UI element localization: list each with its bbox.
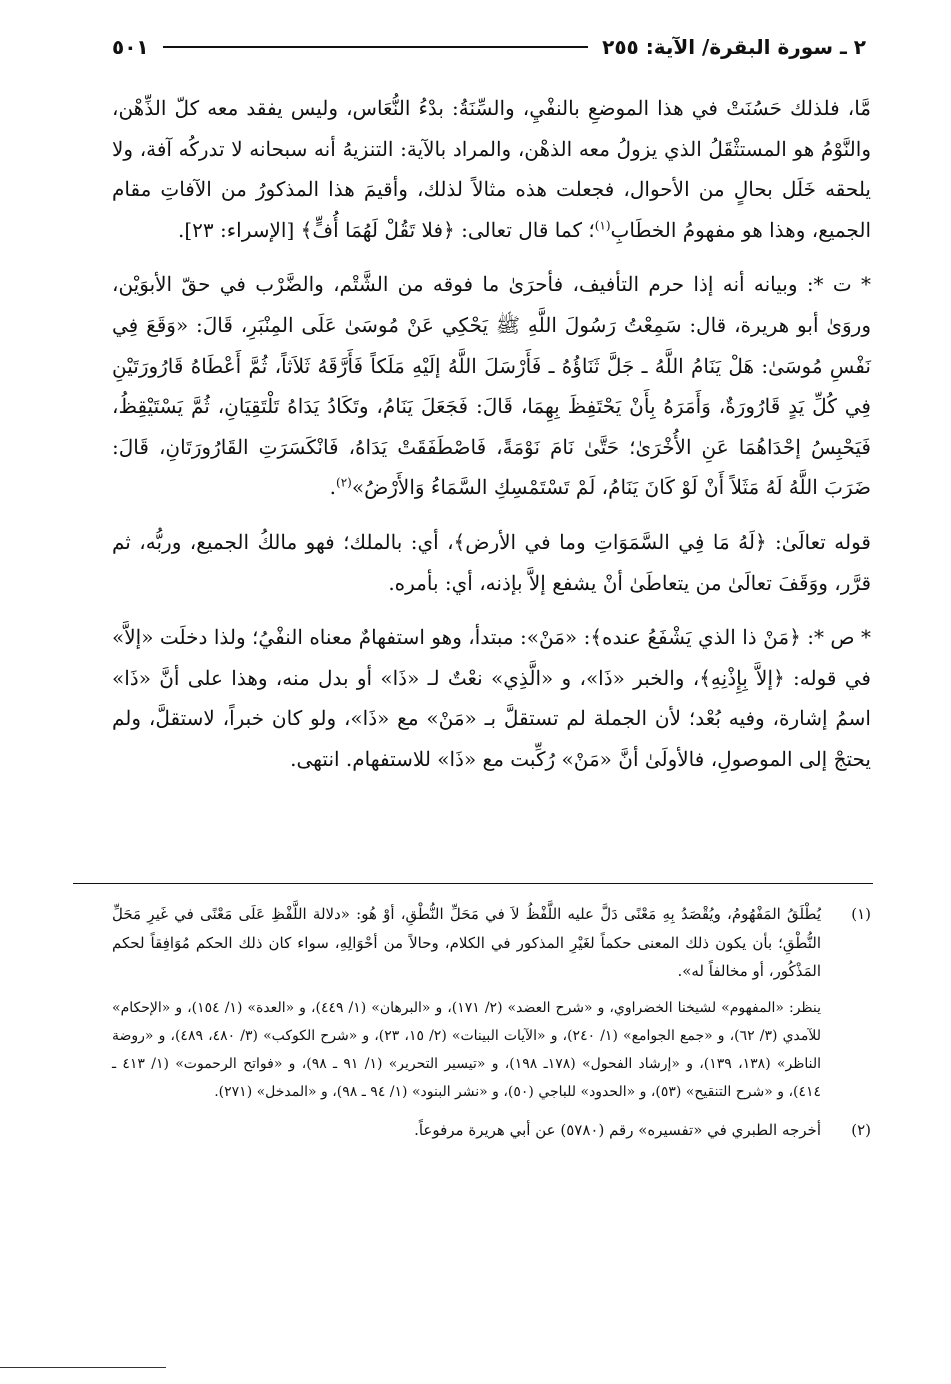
footnote-ref-2[interactable]: (٢) <box>336 475 352 490</box>
footnote-2-number: (٢) <box>851 1120 871 1139</box>
footnote-divider <box>73 883 873 884</box>
footnote-1-references: ينظر: «المفهوم» لشيخنا الخضراوي، و «شرح العضد» (٢/ ١٧١)، و «البرهان» (١/ ٤٤٩)، و «العدة» (١/ ١٥٤)، و «الإحكام» للآمدي (٣/ ٦٢)، و «جمع الجوامع» (١/ ٢٤٠)، و «الآيات البينات» (٢/ ١٥، ٢٣)، و «شرح الكوكب» (٣/ ٤٨٠، ٤٨٩)، و «روضة الناظر» (١٣٨، ١٣٩)، و «إرشاد الفحول» (١٧٨ـ ١٩٨)، و «تيسير التحرير» (١/ ٩١ ـ ٩٨)، و «فواتح الرحموت» (١/ ٤١٣ ـ ٤١٤)، و «شرح التنقيح» (٥٣)، و «الحدود» للباجي (٥٠)، و «نشر البنود» (١/ ٩٤ ـ ٩٨)، و «المدخل» (٢٧١). <box>112 999 822 1100</box>
running-header <box>112 30 866 64</box>
footnote-1-number: (١) <box>851 905 871 923</box>
bottom-rule <box>0 1367 166 1368</box>
footnote-1-text: يُطْلَقُ المَفْهُومُ، ويُقْصَدُ بِهِ مَعْنًى دَلَّ عليه اللَّفْظُ لاَ في مَحَلِّ النُّطْقِ، أوْ هُو: «دلالة اللَّفْظِ عَلَى مَعْنًى في غَيرِ مَحَلِّ النُّطْقِ؛ بأن يكون ذلك المعنى حكماً لغَيْرِ المذكور في الكلام، وحالاً من أحْوَالِهِ، سواء كان ذلك الحكم مُوَافِقاً لحكم المَذْكُور، أو مخالفاً له». <box>112 905 821 980</box>
footnotes <box>112 900 871 1152</box>
paragraph-1-text: مَّا، فلذلك حَسُنَتْ في هذا الموضعِ بالنفْيِ، والسِّنَةُ: بدْءُ النُّعَاس، وليس يفقد معه كلّ الذِّهْن، والنَّوْمُ هو المستثْقَلُ الذي يزولُ معه الذهْن، والمراد بالآية: التنزيهُ أنه سبحانه لا تدركُه آفة، ولا يلحقه خَلَل بحالٍ من الأحوال، فجعلت هذه مثالاً لذلك، وأقيمَ هذا المذكورُ من الآفاتِ مقام الجميع، وهذا هو مفهومُ الخطَابِ <box>112 96 871 242</box>
footnote-2 <box>112 1116 871 1145</box>
footnote-2-text: أخرجه الطبري في «تفسيره» رقم (٥٧٨٠) عن أبي هريرة مرفوعاً. <box>414 1120 821 1139</box>
header-rule <box>163 46 588 48</box>
main-text <box>112 88 871 794</box>
paragraph-1-tail: ؛ كما قال تعالى: ﴿فلا تَقُلْ لَهُمَا أُفٍّ﴾ [الإسراء: ٢٣]. <box>178 217 595 242</box>
footnote-ref-1[interactable]: (١) <box>594 218 611 233</box>
paragraph-2-tail: . <box>329 475 337 500</box>
page-number: ٥٠١ <box>112 35 149 59</box>
paragraph-3: قوله تعالَىٰ: ﴿لَهُ مَا فِي السَّمَوَاتِ وما في الأرض﴾، أي: بالملك؛ فهو مالكُ الجميع، وربُّه، ثم قرَّر، ووَقَفَ تعالَىٰ من يتعاطَىٰ أنْ يشفع إلاَّ بإذنه، أي: بأمره. <box>112 529 871 595</box>
paragraph-2-text: * ت *: وبيانه أنه إذا حرم التأفيف، فأحرَىٰ ما فوقه من الشَّتْم، والضَّرْب في حقّ الأبوَيْن، وروَىٰ أبو هريرة، قال: سَمِعْتُ رَسُولَ اللَّهِ ﷺ يَحْكِي عَنْ مُوسَىٰ عَلَى المِنْبَرِ، قَالَ: «وَقَعَ فِي نَفْسِ مُوسَىٰ: هَلْ يَنَامُ اللَّهُ ـ جَلَّ ثَنَاؤُهُ ـ فَأَرْسَلَ اللَّهُ إلَيْهِ مَلَكاً فَأَرَّقَهُ ثَلاَثاً، ثُمَّ أَعْطَاهُ قَارُورَتَيْنِ فِي كُلِّ يَدٍ قَارُورَةٌ، وَأَمَرَهُ بِأَنْ يَحْتَفِظَ بِهِمَا، قَالَ: فَجَعَلَ يَنَامُ، وتَكَادُ يَدَاهُ تَلْتَقِيَانِ، ثُمَّ يَسْتَيْقِظُ، فَيَحْبِسُ إحْدَاهُمَا عَنِ الأُخْرَىٰ؛ حَتَّىٰ نَامَ نَوْمَةً، فَاصْطَفَقَتْ يَدَاهُ، فَانْكَسَرَتِ القَارُورَتَانِ، قَالَ: ضَرَبَ اللَّهُ لَهُ مَثَلاً أَنْ لَوْ كَانَ يَنَامُ، لَمْ تَسْتَمْسِكِ السَّمَاءُ وَالأَرْضُ» <box>112 272 871 500</box>
paragraph-1 <box>112 88 871 250</box>
surah-title: ٢ ـ سورة البقرة/ الآية: ٢٥٥ <box>602 35 866 59</box>
paragraph-4: * ص *: ﴿مَنْ ذا الذي يَشْفَعُ عنده﴾: «مَنْ»: مبتدأ، وهو استفهامٌ معناه النفْيُ؛ ولذا دخلَت «إلاَّ» في قوله: ﴿إلاَّ بِإِذْنِهِ﴾، والخبر «ذَا»، و «الَّذِي» نعْتٌ لـ «ذَا» أو بدل منه، وهذا على أنَّ «ذَا» اسمُ إشارة، وفيه بُعْد؛ لأن الجملة لم تستقلَّ بـ «مَنْ» مع «ذَا»، ولو كان خبراً، لاستقلَّ، ولم يحتجْ إلى الموصولِ، فالأولَىٰ أنَّ «مَنْ» رُكِّبت مع «ذَا» للاستفهام. انتهى. <box>112 625 871 771</box>
footnote-1 <box>112 900 871 986</box>
paragraph-2 <box>112 264 871 508</box>
